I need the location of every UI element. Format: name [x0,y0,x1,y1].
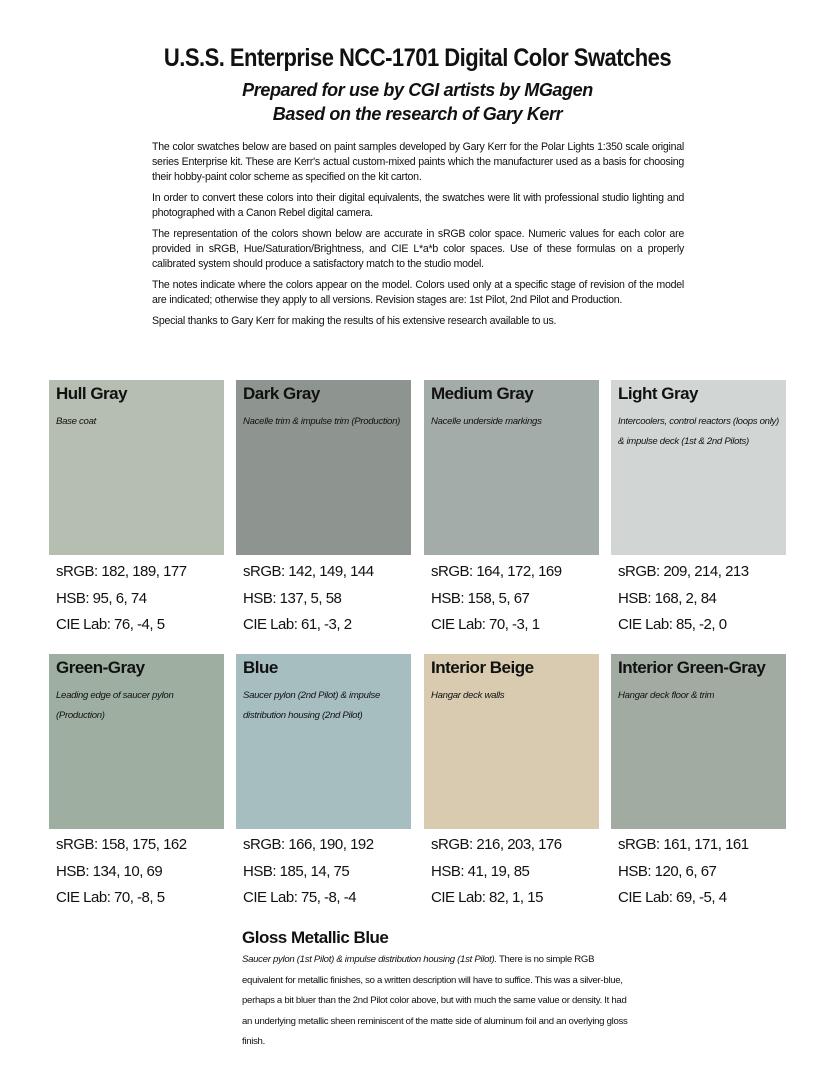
srgb-value: sRGB: 182, 189, 177 [56,563,187,580]
swatch-note: Leading edge of saucer pylon (Production) [56,690,174,721]
intro-paragraph: In order to convert these colors into their digital equivalents, the swatches were lit with professional studio lighting and photographed with a Canon Rebel digital camera. [152,192,684,219]
srgb-value: sRGB: 158, 175, 162 [56,836,187,853]
swatch-hull-gray [49,380,224,555]
lab-value: CIE Lab: 82, 1, 15 [431,889,543,906]
swatch-name: Hull Gray [56,384,128,403]
intro-text [152,140,684,335]
swatch-values [243,559,423,639]
hsb-value: HSB: 168, 2, 84 [618,589,717,607]
lab-value: CIE Lab: 85, -2, 0 [618,616,727,633]
hsb-value: HSB: 158, 5, 67 [431,589,530,607]
gloss-title: Gloss Metallic Blue [242,928,389,947]
swatch-note: Hangar deck floor & trim [618,690,715,701]
swatch-values [56,832,236,912]
swatch-values [431,832,611,912]
swatch-name: Light Gray [618,384,699,403]
swatch-values [243,832,423,912]
swatch-values [56,559,236,639]
swatch-values [431,559,611,639]
swatch-name: Dark Gray [243,384,320,403]
hsb-value: HSB: 134, 10, 69 [56,862,163,880]
lab-value: CIE Lab: 75, -8, -4 [243,889,357,906]
lab-value: CIE Lab: 61, -3, 2 [243,616,352,633]
swatch-note: Hangar deck walls [431,690,505,701]
intro-paragraph: The notes indicate where the colors appear on the model. Colors used only at a specific stage of revision of the model are indicated; otherwise they apply to all versions. Revision stages are: 1st Pilot, 2nd Pilot and Production. [152,279,684,306]
hsb-value: HSB: 41, 19, 85 [431,862,530,880]
swatch-values [618,559,798,639]
srgb-value: sRGB: 161, 171, 161 [618,836,749,853]
srgb-value: sRGB: 216, 203, 176 [431,836,562,853]
gloss-note: Saucer pylon (1st Pilot) & impulse distribution housing (1st Pilot). [242,954,497,965]
swatch-note: Base coat [56,416,96,427]
swatch-interior-beige [424,654,599,829]
swatch-dark-gray [236,380,411,555]
swatch-values [618,832,798,912]
hsb-value: HSB: 185, 14, 75 [243,862,350,880]
swatch-note: Saucer pylon (2nd Pilot) & impulse distribution housing (2nd Pilot) [243,690,380,721]
gloss-text: There is no simple RGB equivalent for metallic finishes, so a written description will have to suffice. This was a silver-blue, perhaps a bit bluer than the 2nd Pilot color above, but with much the same value or density. It had an underlying metallic sheen reminiscent of the matte side of aluminum foil and an overlying gloss finish. [242,954,628,1047]
swatch-interior-green-gray [611,654,786,829]
intro-paragraph: The representation of the colors shown below are accurate in sRGB color space. Numeric values for each color are provided in sRGB, Hue/Saturation/Brightness, and CIE L*a*b color spaces. Use of these formulas on a properly calibrated system should produce a satisfactory match to the studio model. [152,228,684,270]
hsb-value: HSB: 95, 6, 74 [56,589,147,607]
hsb-value: HSB: 120, 6, 67 [618,862,717,880]
swatch-medium-gray [424,380,599,555]
lab-value: CIE Lab: 70, -3, 1 [431,616,540,633]
gloss-description [242,950,632,1053]
swatch-name: Green-Gray [56,658,145,677]
swatch-name: Interior Green-Gray [618,658,766,677]
swatch-name: Blue [243,658,278,677]
swatch-name: Interior Beige [431,658,534,677]
swatch-blue [236,654,411,829]
intro-paragraph: The color swatches below are based on paint samples developed by Gary Kerr for the Polar Lights 1:350 scale original series Enterprise kit. These are Kerr's actual custom-mixed paints which the manufacturer used as a basis for choosing their hobby-paint color scheme as specified on the kit carton. [152,141,684,183]
srgb-value: sRGB: 166, 190, 192 [243,836,374,853]
swatch-note: Nacelle underside markings [431,416,542,427]
srgb-value: sRGB: 142, 149, 144 [243,563,374,580]
swatch-note: Intercoolers, control reactors (loops only) & impulse deck (1st & 2nd Pilots) [618,416,779,447]
swatch-note: Nacelle trim & impulse trim (Production) [243,416,401,427]
subtitle-author: Prepared for use by CGI artists by MGagen [242,80,593,100]
swatch-light-gray [611,380,786,555]
subtitle-research: Based on the research of Gary Kerr [272,104,563,124]
lab-value: CIE Lab: 70, -8, 5 [56,889,165,906]
srgb-value: sRGB: 209, 214, 213 [618,563,749,580]
hsb-value: HSB: 137, 5, 58 [243,589,342,607]
swatch-name: Medium Gray [431,384,534,403]
intro-paragraph: Special thanks to Gary Kerr for making the results of his extensive research available to us. [152,315,557,327]
lab-value: CIE Lab: 69, -5, 4 [618,889,727,906]
swatch-green-gray [49,654,224,829]
lab-value: CIE Lab: 76, -4, 5 [56,616,165,633]
page-title: U.S.S. Enterprise NCC-1701 Digital Color Swatches [163,44,672,72]
srgb-value: sRGB: 164, 172, 169 [431,563,562,580]
